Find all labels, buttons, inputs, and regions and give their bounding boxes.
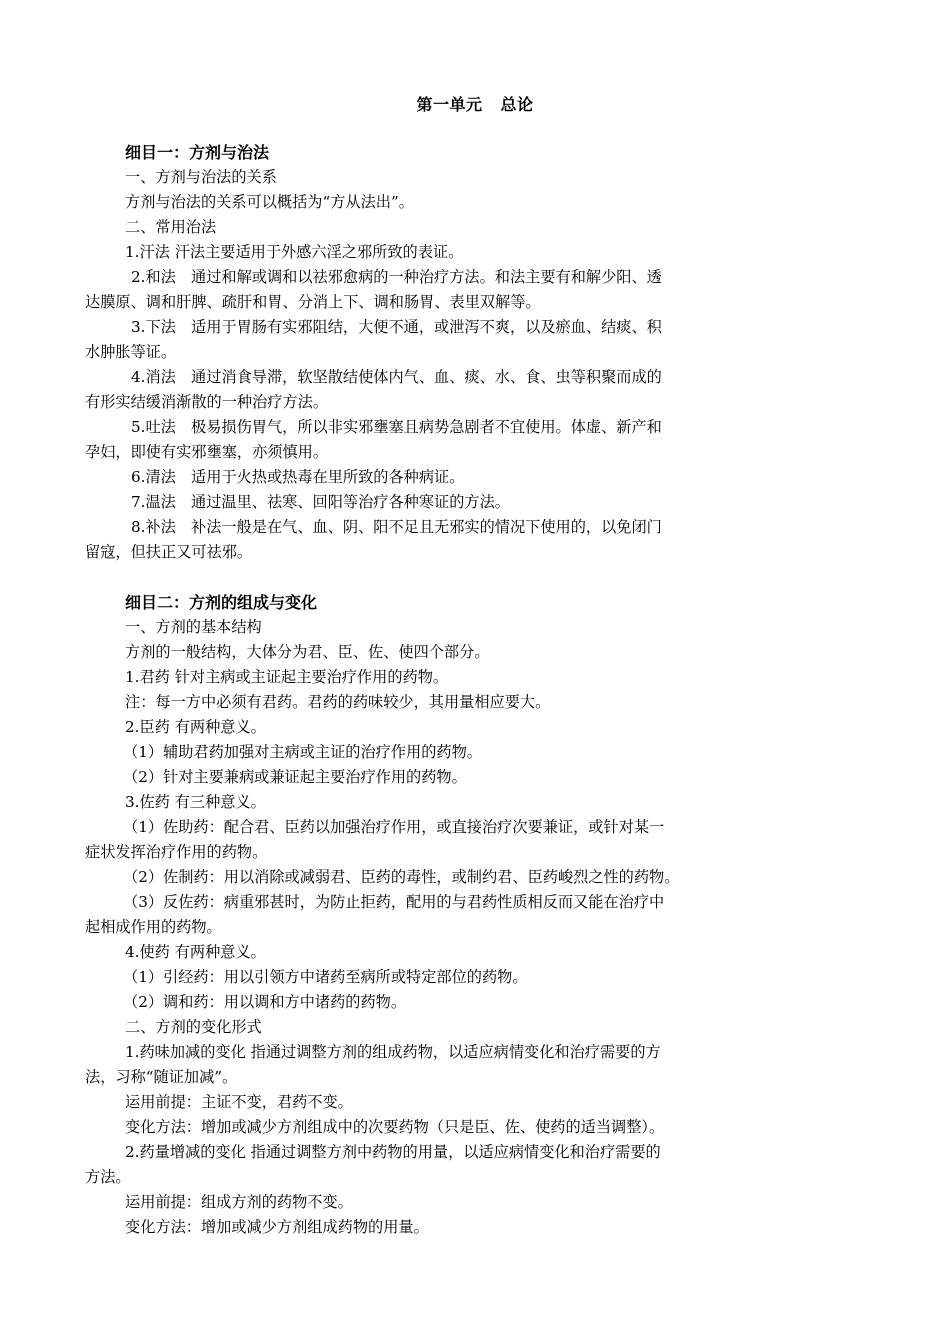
paragraph-line: （2）调和药：用以调和方中诸药的药物。: [123, 993, 407, 1011]
section-1-body: [85, 165, 865, 565]
paragraph-line: （2）针对主要兼病或兼证起主要治疗作用的药物。: [123, 768, 467, 786]
paragraph-line: 2.臣药 有两种意义。: [125, 718, 266, 736]
paragraph-line: 3.下法 适用于胃肠有实邪阻结，大便不通，或泄泻不爽，以及瘀血、结痰、积: [131, 318, 662, 336]
section-heading-2: 细目二：方剂的组成与变化: [125, 593, 318, 612]
document-page: [85, 92, 865, 1240]
paragraph-line: （1）引经药：用以引领方中诸药至病所或特定部位的药物。: [123, 968, 528, 986]
paragraph-line: 2.和法 通过和解或调和以祛邪愈病的一种治疗方法。和法主要有和解少阳、透: [131, 268, 662, 286]
paragraph-line: 方剂与治法的关系可以概括为“方从法出”。: [125, 193, 414, 211]
paragraph-line: 8.补法 补法一般是在气、血、阴、阳不足且无邪实的情况下使用的，以免闭门: [131, 518, 662, 536]
page-title: [85, 92, 865, 118]
paragraph-line: 一、方剂与治法的关系: [125, 168, 277, 186]
paragraph-line: （1）佐助药：配合君、臣药以加强治疗作用，或直接治疗次要兼证，或针对某一: [123, 818, 665, 836]
paragraph-line: 1.药味加减的变化 指通过调整方剂的组成药物，以适应病情变化和治疗需要的方: [125, 1043, 661, 1061]
paragraph-line: 方剂的一般结构，大体分为君、臣、佐、使四个部分。: [125, 643, 490, 661]
paragraph-line: 1.汗法 汗法主要适用于外感六淫之邪所致的表证。: [125, 243, 464, 261]
paragraph-line: 留寇，但扶正又可祛邪。: [85, 543, 253, 561]
paragraph-line: 有形实结缓消渐散的一种治疗方法。: [85, 393, 328, 411]
section-heading-1: 细目一：方剂与治法: [125, 143, 270, 162]
paragraph-line: 方法。: [85, 1168, 131, 1186]
paragraph-line: 孕妇，即使有实邪壅塞，亦须慎用。: [85, 443, 328, 461]
paragraph-line: 变化方法：增加或减少方剂组成药物的用量。: [125, 1218, 429, 1236]
title-unit: 第一单元: [416, 95, 483, 114]
paragraph-line: 4.消法 通过消食导滞，软坚散结使体内气、血、痰、水、食、虫等积聚而成的: [131, 368, 662, 386]
paragraph-line: 7.温法 通过温里、祛寒、回阳等治疗各种寒证的方法。: [131, 493, 510, 511]
paragraph-line: 5.吐法 极易损伤胃气，所以非实邪壅塞且病势急剧者不宜使用。体虚、新产和: [131, 418, 662, 436]
paragraph-line: 二、方剂的变化形式: [125, 1018, 262, 1036]
paragraph-line: 水肿胀等证。: [85, 343, 177, 361]
paragraph-line: 2.药量增减的变化 指通过调整方剂中药物的用量，以适应病情变化和治疗需要的: [125, 1143, 661, 1161]
section-2-body: [85, 615, 865, 1240]
paragraph-line: 注：每一方中必须有君药。君药的药味较少，其用量相应要大。: [125, 693, 551, 711]
paragraph-line: 运用前提：主证不变，君药不变。: [125, 1093, 353, 1111]
paragraph-line: 6.清法 适用于火热或热毒在里所致的各种病证。: [131, 468, 465, 486]
paragraph-line: 二、常用治法: [125, 218, 217, 236]
paragraph-line: 达膜原、调和肝脾、疏肝和胃、分消上下、调和肠胃、表里双解等。: [85, 293, 541, 311]
paragraph-line: 运用前提：组成方剂的药物不变。: [125, 1193, 353, 1211]
paragraph-line: 1.君药 针对主病或主证起主要治疗作用的药物。: [125, 668, 449, 686]
paragraph-line: 变化方法：增加或减少方剂组成中的次要药物（只是臣、佐、使药的适当调整）。: [125, 1118, 665, 1136]
paragraph-line: 3.佐药 有三种意义。: [125, 793, 266, 811]
paragraph-line: 起相成作用的药物。: [85, 918, 222, 936]
section-spacer: [85, 565, 865, 590]
paragraph-line: （2）佐制药：用以消除或减弱君、臣药的毒性，或制约君、臣药峻烈之性的药物。: [123, 868, 680, 886]
paragraph-line: 一、方剂的基本结构: [125, 618, 262, 636]
paragraph-line: 症状发挥治疗作用的药物。: [85, 843, 268, 861]
title-topic: 总论: [500, 95, 534, 114]
paragraph-line: （3）反佐药：病重邪甚时，为防止拒药，配用的与君药性质相反而又能在治疗中: [123, 893, 665, 911]
paragraph-line: （1）辅助君药加强对主病或主证的治疗作用的药物。: [123, 743, 482, 761]
paragraph-line: 法，习称“随证加减”。: [85, 1068, 238, 1086]
paragraph-line: 4.使药 有两种意义。: [125, 943, 266, 961]
